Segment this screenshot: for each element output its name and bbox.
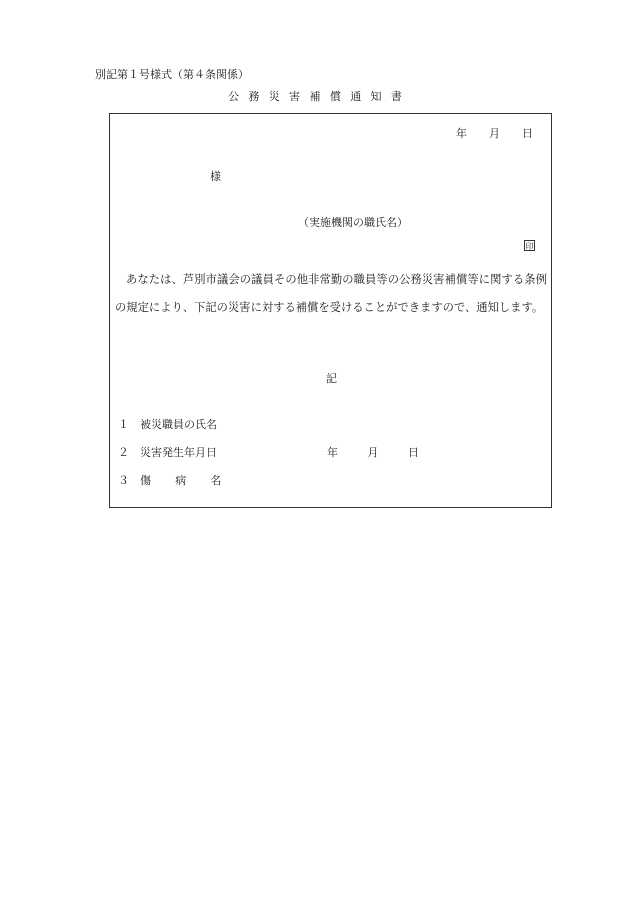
date-month: 月 xyxy=(489,127,500,140)
item-list xyxy=(118,416,538,500)
item-number: １ xyxy=(118,418,129,431)
item-label: 被災職員の氏名 xyxy=(140,418,217,431)
ki-heading: 記 xyxy=(326,372,337,385)
list-item xyxy=(118,444,538,472)
document-title-text: 公務災害補償通知書 xyxy=(228,90,412,103)
seal-icon: 印 xyxy=(525,242,534,251)
notice-frame xyxy=(109,113,552,508)
item-label: 災害発生年月日 xyxy=(140,446,217,459)
item-number: ２ xyxy=(118,446,129,459)
notice-body: あなたは、芦別市議会の議員その他非常勤の職員等の公務災害補償等に関する条例の規定により、下記の災害に対する補償を受けることができますので、通知します。 xyxy=(115,273,547,314)
list-item xyxy=(118,416,538,444)
item-label: 傷病名 xyxy=(140,474,246,487)
date-year: 年 xyxy=(456,127,467,140)
incident-month: 月 xyxy=(367,446,379,459)
incident-date xyxy=(327,444,419,460)
form-label: 別記第１号様式（第４条関係） xyxy=(95,68,249,81)
item-number: ３ xyxy=(118,474,129,487)
addressee: 様 xyxy=(210,170,221,183)
date-row xyxy=(456,125,533,141)
date-day: 日 xyxy=(522,127,533,140)
incident-year: 年 xyxy=(327,446,338,459)
agency-name: （実施機関の職氏名） xyxy=(298,216,408,229)
document-title xyxy=(0,88,630,104)
incident-day: 日 xyxy=(408,446,419,459)
list-item xyxy=(118,472,538,500)
